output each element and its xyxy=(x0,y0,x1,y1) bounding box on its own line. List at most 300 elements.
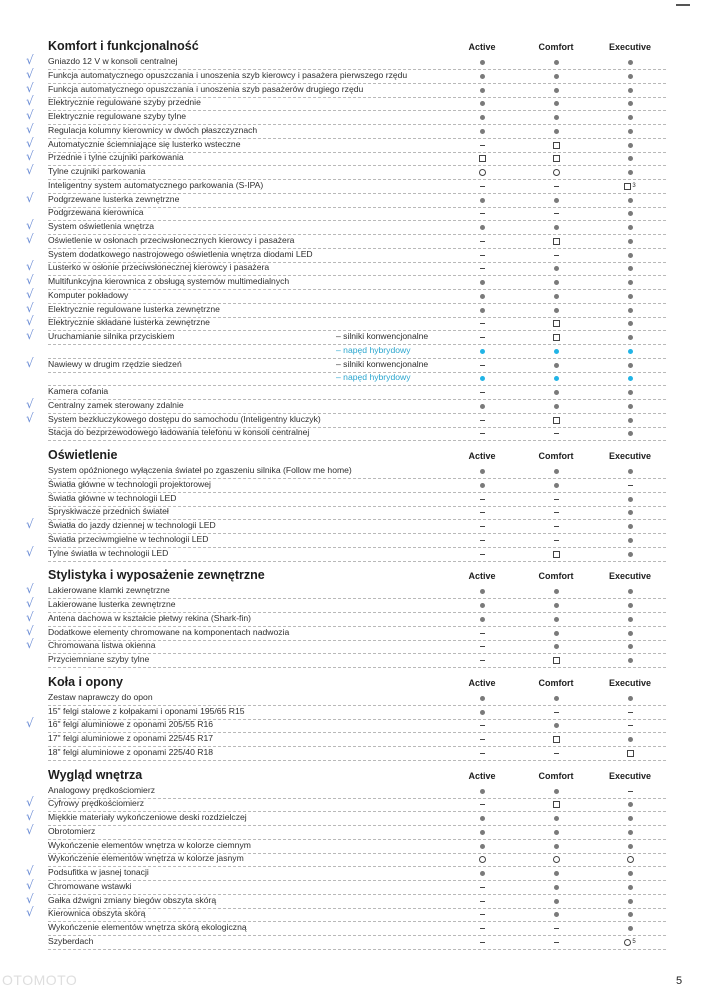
standard-dot-icon xyxy=(628,431,633,436)
hybrid-dot-icon xyxy=(628,376,633,381)
handwritten-check-icon: √ xyxy=(26,582,34,597)
value-cell-2 xyxy=(610,613,650,625)
value-cell-2 xyxy=(610,719,650,731)
value-cell-2 xyxy=(610,111,650,123)
value-cell-2 xyxy=(610,654,650,666)
value-cell-1 xyxy=(536,654,576,666)
value-cell-2 xyxy=(610,84,650,96)
row-label: Chromowana listwa okienna xyxy=(48,640,156,651)
row-label: Światła główne w technologii projektorowej xyxy=(48,478,211,489)
standard-dot-icon xyxy=(480,816,485,821)
standard-dot-icon xyxy=(628,239,633,244)
unavailable-dash-icon xyxy=(554,512,559,513)
table-row xyxy=(48,639,666,654)
column-header-0: Active xyxy=(468,677,496,688)
unavailable-dash-icon xyxy=(480,145,485,146)
handwritten-check-icon: √ xyxy=(26,231,34,246)
value-cell-1 xyxy=(536,249,576,261)
standard-dot-icon xyxy=(554,280,559,285)
value-cell-0 xyxy=(462,70,502,82)
row-label: Chromowane wstawki xyxy=(48,880,132,891)
value-cell-2 xyxy=(610,97,650,109)
row-label: Lakierowane klamki zewnętrzne xyxy=(48,585,170,596)
standard-dot-icon xyxy=(628,802,633,807)
value-cell-1 xyxy=(536,221,576,233)
row-label: Przyciemniane szyby tylne xyxy=(48,654,150,664)
value-cell-2 xyxy=(610,493,650,505)
standard-dot-icon xyxy=(554,294,559,299)
column-header-0: Active xyxy=(468,571,496,582)
handwritten-check-icon: √ xyxy=(26,66,34,81)
standard-dot-icon xyxy=(480,696,485,701)
unavailable-dash-icon xyxy=(554,753,559,754)
value-cell-0 xyxy=(462,111,502,123)
value-cell-1 xyxy=(536,798,576,810)
unavailable-dash-icon xyxy=(554,526,559,527)
value-cell-2 xyxy=(610,692,650,704)
row-label: Światła przeciwmgielne w technologii LED xyxy=(48,533,209,544)
value-cell-0 xyxy=(462,613,502,625)
table-row xyxy=(48,921,666,936)
standard-dot-icon xyxy=(628,603,633,608)
standard-dot-icon xyxy=(480,617,485,622)
table-row xyxy=(48,746,666,761)
value-cell-2 xyxy=(610,922,650,934)
table-row xyxy=(48,718,666,733)
row-label: Zestaw naprawczy do opon xyxy=(48,691,153,702)
handwritten-check-icon: √ xyxy=(26,190,34,205)
value-cell-2 xyxy=(610,290,650,302)
row-sublabel: – napęd hybrydowy xyxy=(336,344,411,355)
unavailable-dash-icon xyxy=(554,712,559,713)
standard-dot-icon xyxy=(628,143,633,148)
table-row xyxy=(48,193,666,208)
value-cell-1 xyxy=(536,506,576,518)
watermark-text: OTOMOTO xyxy=(2,972,78,988)
value-cell-2 xyxy=(610,585,650,597)
unavailable-dash-icon xyxy=(480,323,485,324)
row-label: Wykończenie elementów wnętrza skórą ekologiczną xyxy=(48,922,247,932)
unavailable-dash-icon xyxy=(480,526,485,527)
option-square-icon xyxy=(624,183,631,190)
unavailable-dash-icon xyxy=(554,942,559,943)
value-cell-2 xyxy=(610,262,650,274)
value-cell-0 xyxy=(462,84,502,96)
standard-dot-icon xyxy=(554,198,559,203)
value-cell-1 xyxy=(536,70,576,82)
handwritten-check-icon: √ xyxy=(26,809,34,823)
handwritten-check-icon: √ xyxy=(26,121,34,136)
value-cell-2 xyxy=(610,166,650,178)
value-cell-0 xyxy=(462,599,502,611)
value-cell-0 xyxy=(462,506,502,518)
handwritten-check-icon: √ xyxy=(26,596,34,610)
row-label: Elektrycznie regulowane lusterka zewnętrzne xyxy=(48,303,220,314)
standard-dot-icon xyxy=(628,497,633,502)
value-cell-1 xyxy=(536,613,576,625)
table-row xyxy=(48,303,666,318)
table-row xyxy=(48,110,666,125)
row-label: Gałka dźwigni zmiany biegów obszyta skórą xyxy=(48,894,217,905)
value-cell-0 xyxy=(462,56,502,68)
row-label: Dodatkowe elementy chromowane na komponentach nadwozia xyxy=(48,626,290,637)
standard-dot-icon xyxy=(554,885,559,890)
section-title: Koła i opony xyxy=(48,674,123,689)
value-cell-0 xyxy=(462,692,502,704)
value-cell-1 xyxy=(536,97,576,109)
row-label: Uruchamianie silnika przyciskiem xyxy=(48,331,175,341)
optional-circle-icon xyxy=(479,169,486,176)
handwritten-check-icon: √ xyxy=(26,822,34,837)
value-cell-2 xyxy=(610,276,650,288)
row-label: Wykończenie elementów wnętrza w kolorze ciemnym xyxy=(48,839,251,850)
option-square-icon xyxy=(627,750,634,757)
value-cell-0 xyxy=(462,166,502,178)
value-cell-0 xyxy=(462,479,502,491)
table-row xyxy=(48,653,666,668)
row-label: Kamera cofania xyxy=(48,386,109,396)
option-square-icon xyxy=(553,155,560,162)
table-row xyxy=(48,839,666,854)
value-cell-0 xyxy=(462,386,502,398)
value-cell-2 xyxy=(610,908,650,920)
value-cell-2 xyxy=(610,56,650,68)
value-cell-2 xyxy=(610,152,650,164)
value-cell-0 xyxy=(462,359,502,371)
value-cell-1 xyxy=(536,359,576,371)
standard-dot-icon xyxy=(554,912,559,917)
value-cell-2 xyxy=(610,221,650,233)
table-row xyxy=(48,866,666,881)
standard-dot-icon xyxy=(628,156,633,161)
handwritten-check-icon: √ xyxy=(26,609,34,624)
value-cell-2 xyxy=(610,345,650,357)
table-row xyxy=(48,852,666,867)
value-cell-0 xyxy=(462,640,502,652)
table-row xyxy=(48,797,666,812)
standard-dot-icon xyxy=(554,88,559,93)
value-cell-0 xyxy=(462,719,502,731)
value-cell-1 xyxy=(536,414,576,426)
column-header-1: Comfort xyxy=(538,571,574,582)
standard-dot-icon xyxy=(628,885,633,890)
value-cell-1 xyxy=(536,345,576,357)
value-cell-0 xyxy=(462,125,502,137)
option-square-icon xyxy=(553,238,560,245)
option-square-icon xyxy=(553,801,560,808)
value-cell-2 xyxy=(610,479,650,491)
table-row xyxy=(48,691,666,706)
handwritten-check-icon: √ xyxy=(26,716,34,731)
hybrid-dot-icon xyxy=(628,349,633,354)
table-row xyxy=(48,935,666,950)
standard-dot-icon xyxy=(480,74,485,79)
table-row xyxy=(48,547,666,562)
section-title: Stylistyka i wyposażenie zewnętrzne xyxy=(48,568,265,583)
standard-dot-icon xyxy=(554,225,559,230)
handwritten-check-icon: √ xyxy=(26,410,34,425)
standard-dot-icon xyxy=(554,589,559,594)
table-row xyxy=(48,519,666,534)
option-square-icon xyxy=(553,320,560,327)
standard-dot-icon xyxy=(554,60,559,65)
standard-dot-icon xyxy=(480,469,485,474)
value-cell-1 xyxy=(536,881,576,893)
value-cell-2 xyxy=(610,207,650,219)
standard-dot-icon xyxy=(628,170,633,175)
handwritten-check-icon: √ xyxy=(26,314,34,329)
unavailable-dash-icon xyxy=(480,433,485,434)
value-cell-0 xyxy=(462,235,502,247)
value-cell-1 xyxy=(536,125,576,137)
standard-dot-icon xyxy=(628,321,633,326)
table-row xyxy=(48,289,666,304)
standard-dot-icon xyxy=(554,101,559,106)
table-row xyxy=(48,275,666,290)
standard-dot-icon xyxy=(480,101,485,106)
value-cell-2 xyxy=(610,400,650,412)
standard-dot-icon xyxy=(628,926,633,931)
unavailable-dash-icon xyxy=(480,186,485,187)
optional-circle-icon xyxy=(553,169,560,176)
value-cell-0 xyxy=(462,400,502,412)
value-cell-1 xyxy=(536,585,576,597)
column-header-2: Executive xyxy=(608,42,652,52)
value-cell-2 xyxy=(610,520,650,532)
standard-dot-icon xyxy=(628,844,633,849)
value-cell-0 xyxy=(462,194,502,206)
row-label: System dodatkowego nastrojowego oświetlenia wnętrza diodami LED xyxy=(48,248,313,259)
standard-dot-icon xyxy=(628,589,633,594)
value-cell-0 xyxy=(462,922,502,934)
standard-dot-icon xyxy=(628,280,633,285)
standard-dot-icon xyxy=(480,789,485,794)
value-cell-0 xyxy=(462,826,502,838)
standard-dot-icon xyxy=(628,658,633,663)
unavailable-dash-icon xyxy=(628,712,633,713)
table-row xyxy=(48,83,666,98)
table-row xyxy=(48,533,666,548)
value-cell-1 xyxy=(536,895,576,907)
table-row xyxy=(48,358,666,373)
column-header-1: Comfort xyxy=(538,42,574,52)
standard-dot-icon xyxy=(628,390,633,395)
option-square-icon xyxy=(553,417,560,424)
value-cell-1 xyxy=(536,719,576,731)
standard-dot-icon xyxy=(628,115,633,120)
row-label: Przednie i tylne czujniki parkowania xyxy=(48,152,184,163)
row-label: Kierownica obszyta skórą xyxy=(48,908,146,919)
standard-dot-icon xyxy=(480,294,485,299)
value-cell-0 xyxy=(462,180,502,192)
unavailable-dash-icon xyxy=(554,213,559,214)
value-cell-2 xyxy=(610,798,650,810)
row-label: Światła główne w technologii LED xyxy=(48,492,177,503)
value-cell-2 xyxy=(610,812,650,824)
standard-dot-icon xyxy=(554,830,559,835)
standard-dot-icon xyxy=(628,211,633,216)
handwritten-check-icon: √ xyxy=(26,80,34,95)
value-cell-1 xyxy=(536,400,576,412)
standard-dot-icon xyxy=(628,696,633,701)
value-cell-0 xyxy=(462,276,502,288)
table-row xyxy=(48,626,666,641)
value-cell-1 xyxy=(536,785,576,797)
handwritten-check-icon: √ xyxy=(26,300,34,315)
column-header-0: Active xyxy=(468,451,496,461)
handwritten-check-icon: √ xyxy=(26,53,34,67)
handwritten-check-icon: √ xyxy=(26,544,34,559)
value-cell-1 xyxy=(536,548,576,560)
unavailable-dash-icon xyxy=(480,554,485,555)
value-cell-1 xyxy=(536,180,576,192)
footnote-marker: 5 xyxy=(632,938,636,945)
unavailable-dash-icon xyxy=(628,485,633,486)
value-cell-2 xyxy=(610,194,650,206)
standard-dot-icon xyxy=(628,631,633,636)
section-title: Komfort i funkcjonalność xyxy=(48,39,199,53)
value-cell-0 xyxy=(462,706,502,718)
standard-dot-icon xyxy=(628,253,633,258)
value-cell-1 xyxy=(536,826,576,838)
standard-dot-icon xyxy=(628,644,633,649)
standard-dot-icon xyxy=(628,60,633,65)
table-row xyxy=(48,179,666,194)
handwritten-check-icon: √ xyxy=(26,163,34,177)
standard-dot-icon xyxy=(480,844,485,849)
value-cell-2 xyxy=(610,386,650,398)
value-cell-1 xyxy=(536,733,576,745)
value-cell-0 xyxy=(462,853,502,865)
row-label: System oświetlenia wnętrza xyxy=(48,221,155,231)
unavailable-dash-icon xyxy=(628,725,633,726)
standard-dot-icon xyxy=(554,644,559,649)
table-row xyxy=(48,598,666,613)
table-row xyxy=(48,894,666,909)
value-cell-0 xyxy=(462,372,502,384)
column-header-2: Executive xyxy=(608,451,652,461)
value-cell-2 xyxy=(610,627,650,639)
value-cell-0 xyxy=(462,895,502,907)
standard-dot-icon xyxy=(480,830,485,835)
table-row xyxy=(48,399,666,414)
value-cell-0 xyxy=(462,627,502,639)
section-title: Oświetlenie xyxy=(48,448,118,462)
standard-dot-icon xyxy=(628,404,633,409)
value-cell-0 xyxy=(462,331,502,343)
standard-dot-icon xyxy=(554,469,559,474)
standard-dot-icon xyxy=(628,538,633,543)
value-cell-0 xyxy=(462,290,502,302)
unavailable-dash-icon xyxy=(480,499,485,500)
table-row xyxy=(48,165,666,180)
unavailable-dash-icon xyxy=(480,739,485,740)
hybrid-dot-icon xyxy=(480,376,485,381)
value-cell-1 xyxy=(536,465,576,477)
table-row xyxy=(48,492,666,507)
standard-dot-icon xyxy=(480,404,485,409)
page-number: 5 xyxy=(676,975,683,987)
table-row xyxy=(48,880,666,895)
unavailable-dash-icon xyxy=(554,255,559,256)
row-label: Stacja do bezprzewodowego ładowania telefonu w konsoli centralnej xyxy=(48,427,310,438)
unavailable-dash-icon xyxy=(554,186,559,187)
value-cell-0 xyxy=(462,262,502,274)
row-label: Tylne światła w technologii LED xyxy=(48,547,169,558)
value-cell-2 xyxy=(610,465,650,477)
row-label: Tylne czujniki parkowania xyxy=(48,166,146,176)
table-row xyxy=(48,371,666,386)
value-cell-0 xyxy=(462,414,502,426)
row-label: Podgrzewane lusterka zewnętrzne xyxy=(48,193,180,204)
standard-dot-icon xyxy=(554,816,559,821)
value-cell-0 xyxy=(462,798,502,810)
value-cell-0 xyxy=(462,427,502,439)
standard-dot-icon xyxy=(554,390,559,395)
row-label: Funkcja automatycznego opuszczania i unoszenia szyb kierowcy i pasażera pierwszego rzędu xyxy=(48,69,408,80)
table-row xyxy=(48,151,666,166)
handwritten-check-icon: √ xyxy=(26,795,34,810)
standard-dot-icon xyxy=(480,483,485,488)
value-cell-2 xyxy=(610,125,650,137)
unavailable-dash-icon xyxy=(480,901,485,902)
standard-dot-icon xyxy=(480,589,485,594)
hybrid-dot-icon xyxy=(554,376,559,381)
value-cell-1 xyxy=(536,867,576,879)
hybrid-dot-icon xyxy=(480,349,485,354)
row-label: 17" felgi aluminiowe z oponami 225/45 R17 xyxy=(48,733,214,743)
value-cell-1 xyxy=(536,194,576,206)
row-label: Podgrzewana kierownica xyxy=(48,207,144,218)
option-square-icon xyxy=(553,551,560,558)
row-label: System opóźnionego wyłączenia świateł po zgaszeniu silnika (Follow me home) xyxy=(48,465,352,475)
table-row xyxy=(48,907,666,922)
value-cell-0 xyxy=(462,221,502,233)
unavailable-dash-icon xyxy=(480,942,485,943)
row-label: Funkcja automatycznego opuszczania i unoszenia szyb pasażerów drugiego rzędu xyxy=(48,83,364,94)
handwritten-check-icon: √ xyxy=(26,355,34,370)
value-cell-1 xyxy=(536,627,576,639)
standard-dot-icon xyxy=(480,60,485,65)
handwritten-check-icon: √ xyxy=(26,135,34,150)
value-cell-0 xyxy=(462,317,502,329)
handwritten-check-icon: √ xyxy=(26,286,34,301)
unavailable-dash-icon xyxy=(480,928,485,929)
value-cell-2 xyxy=(610,881,650,893)
unavailable-dash-icon xyxy=(480,512,485,513)
row-label: Spryskiwacze przednich świateł xyxy=(48,506,169,517)
standard-dot-icon xyxy=(554,696,559,701)
value-cell-0 xyxy=(462,936,502,948)
standard-dot-icon xyxy=(554,115,559,120)
handwritten-check-icon: √ xyxy=(26,396,34,411)
standard-dot-icon xyxy=(628,871,633,876)
row-label: Elektrycznie składane lusterka zewnętrzne xyxy=(48,317,210,328)
row-label: Antena dachowa w kształcie płetwy rekina (Shark-fin) xyxy=(48,612,251,623)
standard-dot-icon xyxy=(554,404,559,409)
value-cell-0 xyxy=(462,493,502,505)
column-header-1: Comfort xyxy=(538,770,574,781)
value-cell-2 xyxy=(610,895,650,907)
value-cell-1 xyxy=(536,692,576,704)
value-cell-1 xyxy=(536,427,576,439)
value-cell-1 xyxy=(536,599,576,611)
value-cell-2 xyxy=(610,180,650,192)
standard-dot-icon xyxy=(628,830,633,835)
row-sublabel: – napęd hybrydowy xyxy=(336,372,411,383)
handwritten-check-icon: √ xyxy=(26,637,34,652)
value-cell-0 xyxy=(462,139,502,151)
